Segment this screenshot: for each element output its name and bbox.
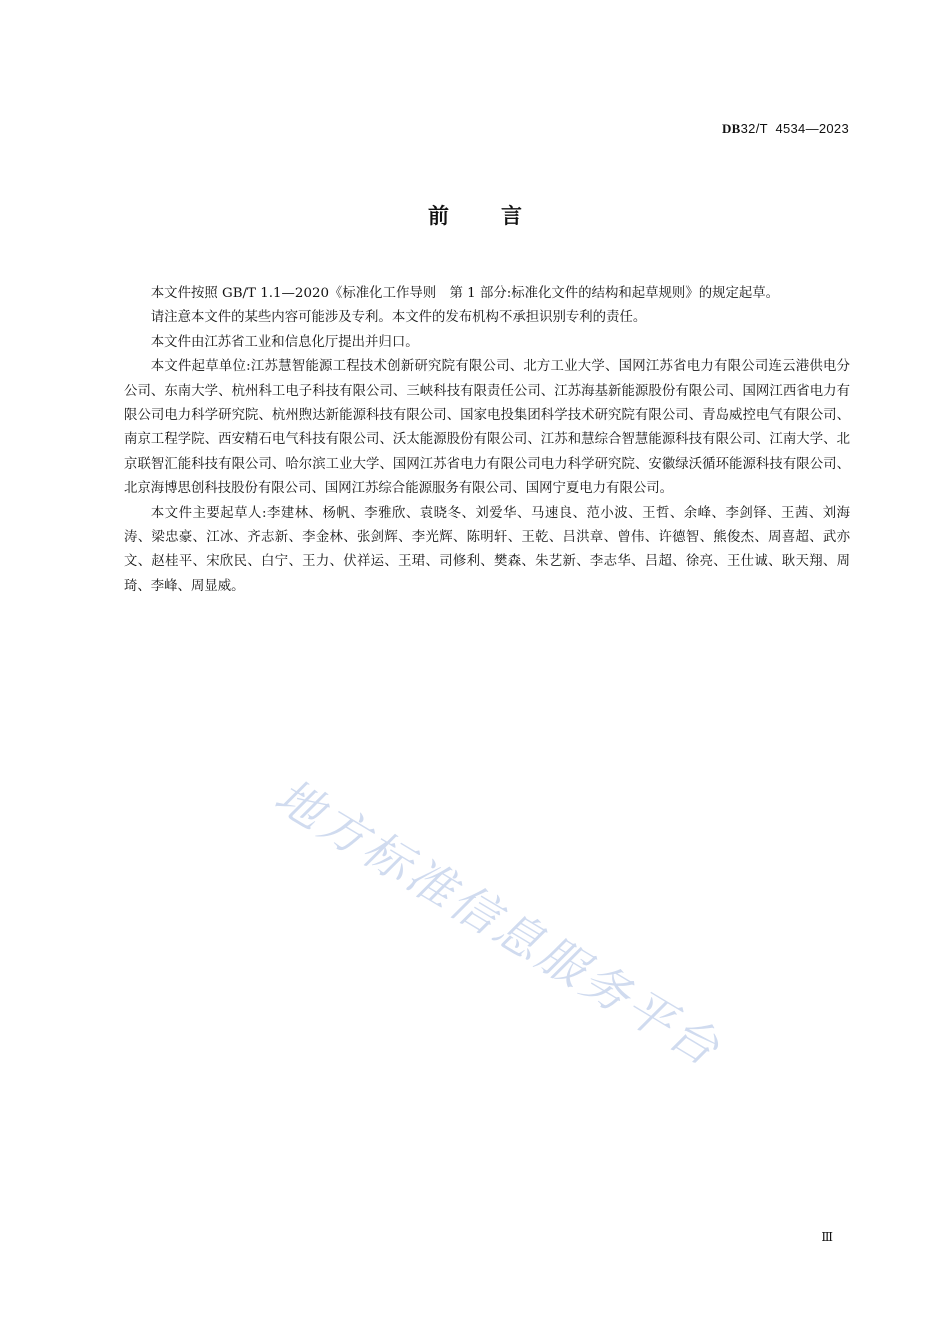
foreword-body bbox=[124, 282, 850, 599]
page-number: Ⅲ bbox=[821, 1230, 833, 1244]
paragraph-drafting-basis: 本文件按照 GB/T 1.1—2020《标准化工作导则 第 1 部分:标准化文件的结构和起草规则》的规定起草。 bbox=[150, 286, 780, 301]
paragraph-drafters: 本文件主要起草人:李建林、杨帆、李雅欣、袁晓冬、刘爱华、马速良、范小波、王哲、余峰、李剑铎、王茜、刘海涛、梁忠豪、江冰、齐志新、李金林、张剑辉、李光辉、陈明轩、王乾、吕洪章、曾伟、许德智、熊俊杰、周喜超、武亦文、赵桂平、宋欣民、白宁、王力、伏祥运、王珺、司修利、樊森、朱艺新、李志华、吕超、徐亮、王仕诚、耿天翔、周琦、李峰、周显威。 bbox=[124, 505, 850, 594]
watermark: 地方标准信息服务平台 bbox=[265, 768, 731, 1079]
paragraph-drafting-units: 本文件起草单位:江苏慧智能源工程技术创新研究院有限公司、北方工业大学、国网江苏省电力有限公司连云港供电分公司、东南大学、杭州科工电子科技有限公司、三峡科技有限责任公司、江苏海基新能源股份有限公司、国网江西省电力有限公司电力科学研究院、杭州煦达新能源科技有限公司、国家电投集团科学技术研究院有限公司、青岛威控电气有限公司、南京工程学院、西安精石电气科技有限公司、沃太能源股份有限公司、江苏和慧综合智慧能源科技有限公司、江南大学、北京联智汇能科技有限公司、哈尔滨工业大学、国网江苏省电力有限公司电力科学研究院、安徽绿沃循环能源科技有限公司、北京海博思创科技股份有限公司、国网江苏综合能源服务有限公司、国网宁夏电力有限公司。 bbox=[124, 359, 850, 497]
standard-code-number: 32/T 4534—2023 bbox=[740, 121, 849, 136]
page-title: 前言 bbox=[428, 204, 574, 228]
standard-code-prefix: DB bbox=[721, 121, 741, 136]
standard-code bbox=[722, 121, 849, 137]
paragraph-patent-notice: 请注意本文件的某些内容可能涉及专利。本文件的发布机构不承担识别专利的责任。 bbox=[150, 310, 647, 326]
paragraph-proposer: 本文件由江苏省工业和信息化厅提出并归口。 bbox=[150, 334, 419, 350]
